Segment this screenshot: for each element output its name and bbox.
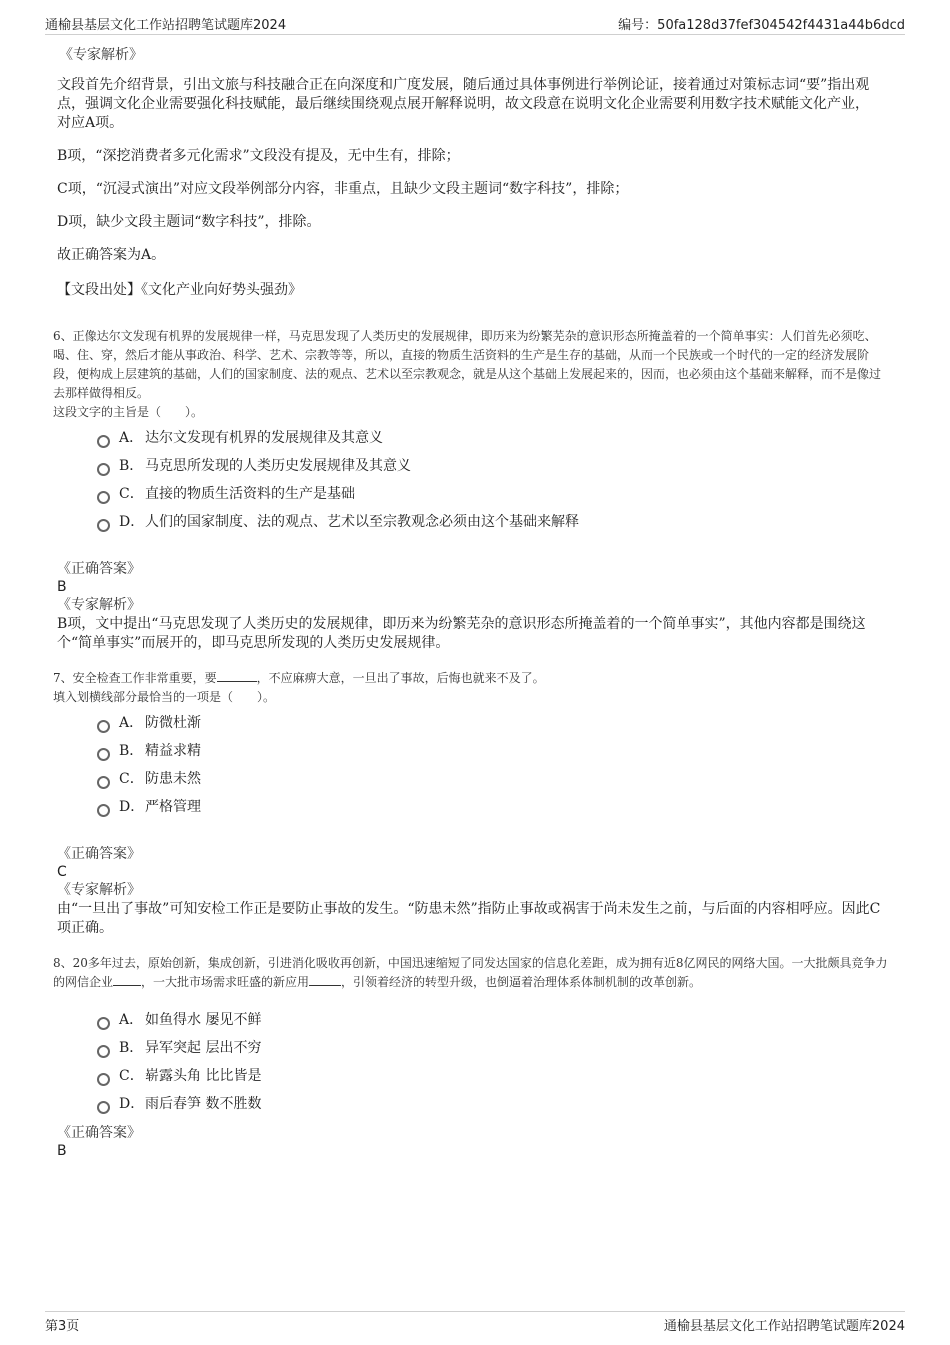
option-b[interactable]: B． 异军突起 层出不穷 xyxy=(97,1034,892,1062)
options-list xyxy=(97,424,892,536)
radio-icon[interactable] xyxy=(97,748,110,761)
option-a[interactable]: A． 达尔文发现有机界的发展规律及其意义 xyxy=(97,424,892,452)
option-a[interactable]: A． 防微杜渐 xyxy=(97,709,892,737)
analysis-option-d: D项，缺少文段主题词“数字科技”，排除。 xyxy=(57,214,321,230)
option-c[interactable]: C． 防患未然 xyxy=(97,765,892,793)
question-text xyxy=(53,327,892,403)
fill-blank-2 xyxy=(309,985,341,986)
correct-answer: C xyxy=(57,864,67,880)
answer-label: 《正确答案》 xyxy=(57,1125,141,1141)
analysis-text: 由“一旦出了事故”可知安检工作正是要防止事故的发生。“防患未然”指防止事故或祸害于尚未发生之前，与后面的内容相呼应。因此C项正确。 xyxy=(57,901,881,936)
radio-icon[interactable] xyxy=(97,776,110,789)
question-7 xyxy=(53,669,892,938)
radio-icon[interactable] xyxy=(97,1073,110,1086)
radio-icon[interactable] xyxy=(97,435,110,448)
analysis-option-b: B项，“深挖消费者多元化需求”文段没有提及，无中生有，排除； xyxy=(57,148,460,164)
radio-icon[interactable] xyxy=(97,804,110,817)
radio-icon[interactable] xyxy=(97,1101,110,1114)
radio-icon[interactable] xyxy=(97,463,110,476)
question-stem: 、正像达尔文发现有机界的发展规律一样，马克思发现了人类历史的发展规律，即历来为纷繁芜杂的意识形态所掩盖着的一个简单事实：人们首先必须吃、喝、住、穿，然后才能从事政治、科学、艺术、宗教等等，所以，直接的物质生活资料的生产是生存的基础，从而一个民族或一个时代的一定的经济发展阶段，便构成上层建筑的基础，人们的国家制度、法的观点、艺术以至宗教观念，就是从这个基础上发展起来的，因而，也必须由这个基础来解释，而不是像过去那样做得相反。 xyxy=(53,329,882,400)
question-text: 7、安全检查工作非常重要，要 ，不应麻痹大意，一旦出了事故，后悔也就来不及了。 xyxy=(53,671,545,685)
analysis-option-c: C项，“沉浸式演出”对应文段举例部分内容，非重点，且缺少文段主题词“数字科技”，排除； xyxy=(57,181,629,197)
option-d[interactable]: D． 人们的国家制度、法的观点、艺术以至宗教观念必须由这个基础来解释 xyxy=(97,508,892,536)
passage-source: 【文段出处】《文化产业向好势头强劲》 xyxy=(57,282,302,298)
option-c[interactable]: C． 直接的物质生活资料的生产是基础 xyxy=(97,480,892,508)
radio-icon[interactable] xyxy=(97,519,110,532)
question-6 xyxy=(53,327,892,653)
page-number: 第3页 xyxy=(45,1319,80,1334)
correct-answer: B xyxy=(57,579,67,595)
fill-blank xyxy=(217,681,257,682)
question-prompt: 填入划横线部分最恰当的一项是（ ）。 xyxy=(53,690,276,704)
radio-icon[interactable] xyxy=(97,720,110,733)
correct-answer: B xyxy=(57,1143,67,1159)
answer-label: 《正确答案》 xyxy=(57,561,141,577)
question-prompt: 这段文字的主旨是（ ）。 xyxy=(53,405,204,419)
options-list xyxy=(97,709,892,821)
radio-icon[interactable] xyxy=(97,491,110,504)
q5-analysis xyxy=(57,44,892,299)
option-b[interactable]: B． 马克思所发现的人类历史发展规律及其意义 xyxy=(97,452,892,480)
option-d[interactable]: D． 严格管理 xyxy=(97,793,892,821)
document-id: 编号：50fa128d37fef304542f4431a44b6dcd xyxy=(618,18,905,33)
analysis-main: 文段首先介绍背景，引出文旅与科技融合正在向深度和广度发展，随后通过具体事例进行举例论证，接着通过对策标志词“要”指出观点，强调文化企业需要强化科技赋能，最后继续围绕观点展开解释说明，故文段意在说明文化企业需要利用数字技术赋能文化产业，对应A项。 xyxy=(57,77,870,131)
question-number: 7 xyxy=(53,671,61,685)
header-title: 通榆县基层文化工作站招聘笔试题库2024 xyxy=(45,18,287,33)
fill-blank-1 xyxy=(113,985,141,986)
correct-answer-conclusion: 故正确答案为A。 xyxy=(57,247,166,263)
question-number: 6 xyxy=(53,329,61,343)
analysis-label: 《专家解析》 xyxy=(57,882,141,898)
option-b[interactable]: B． 精益求精 xyxy=(97,737,892,765)
analysis-label: 《专家解析》 xyxy=(57,597,141,613)
question-8 xyxy=(53,954,892,1160)
page-header xyxy=(45,14,905,35)
option-d[interactable]: D． 雨后春笋 数不胜数 xyxy=(97,1090,892,1118)
question-number: 8 xyxy=(53,956,61,970)
answer-label: 《正确答案》 xyxy=(57,846,141,862)
option-a[interactable]: A． 如鱼得水 屡见不鲜 xyxy=(97,1006,892,1034)
analysis-label: 《专家解析》 xyxy=(59,47,143,63)
page-footer xyxy=(45,1311,905,1337)
radio-icon[interactable] xyxy=(97,1017,110,1030)
analysis-text: B项，文中提出“马克思发现了人类历史的发展规律，即历来为纷繁芜杂的意识形态所掩盖着的一个简单事实”，其他内容都是围绕这个“简单事实”而展开的，即马克思所发现的人类历史发展规律。 xyxy=(57,616,866,651)
page-content xyxy=(53,44,892,1160)
footer-title: 通榆县基层文化工作站招聘笔试题库2024 xyxy=(663,1319,905,1334)
question-text: 8、20多年过去，原始创新，集成创新，引进消化吸收再创新，中国迅速缩短了同发达国家的信息化差距，成为拥有近8亿网民的网络大国。一大批颇具竞争力的网信企业 ，一大批市场需求旺盛的新应用 ，引领着经济的转型升级，也倒逼着治理体系体制机制的改革创新。 xyxy=(53,956,888,989)
radio-icon[interactable] xyxy=(97,1045,110,1058)
options-list xyxy=(97,1006,892,1118)
option-c[interactable]: C． 崭露头角 比比皆是 xyxy=(97,1062,892,1090)
